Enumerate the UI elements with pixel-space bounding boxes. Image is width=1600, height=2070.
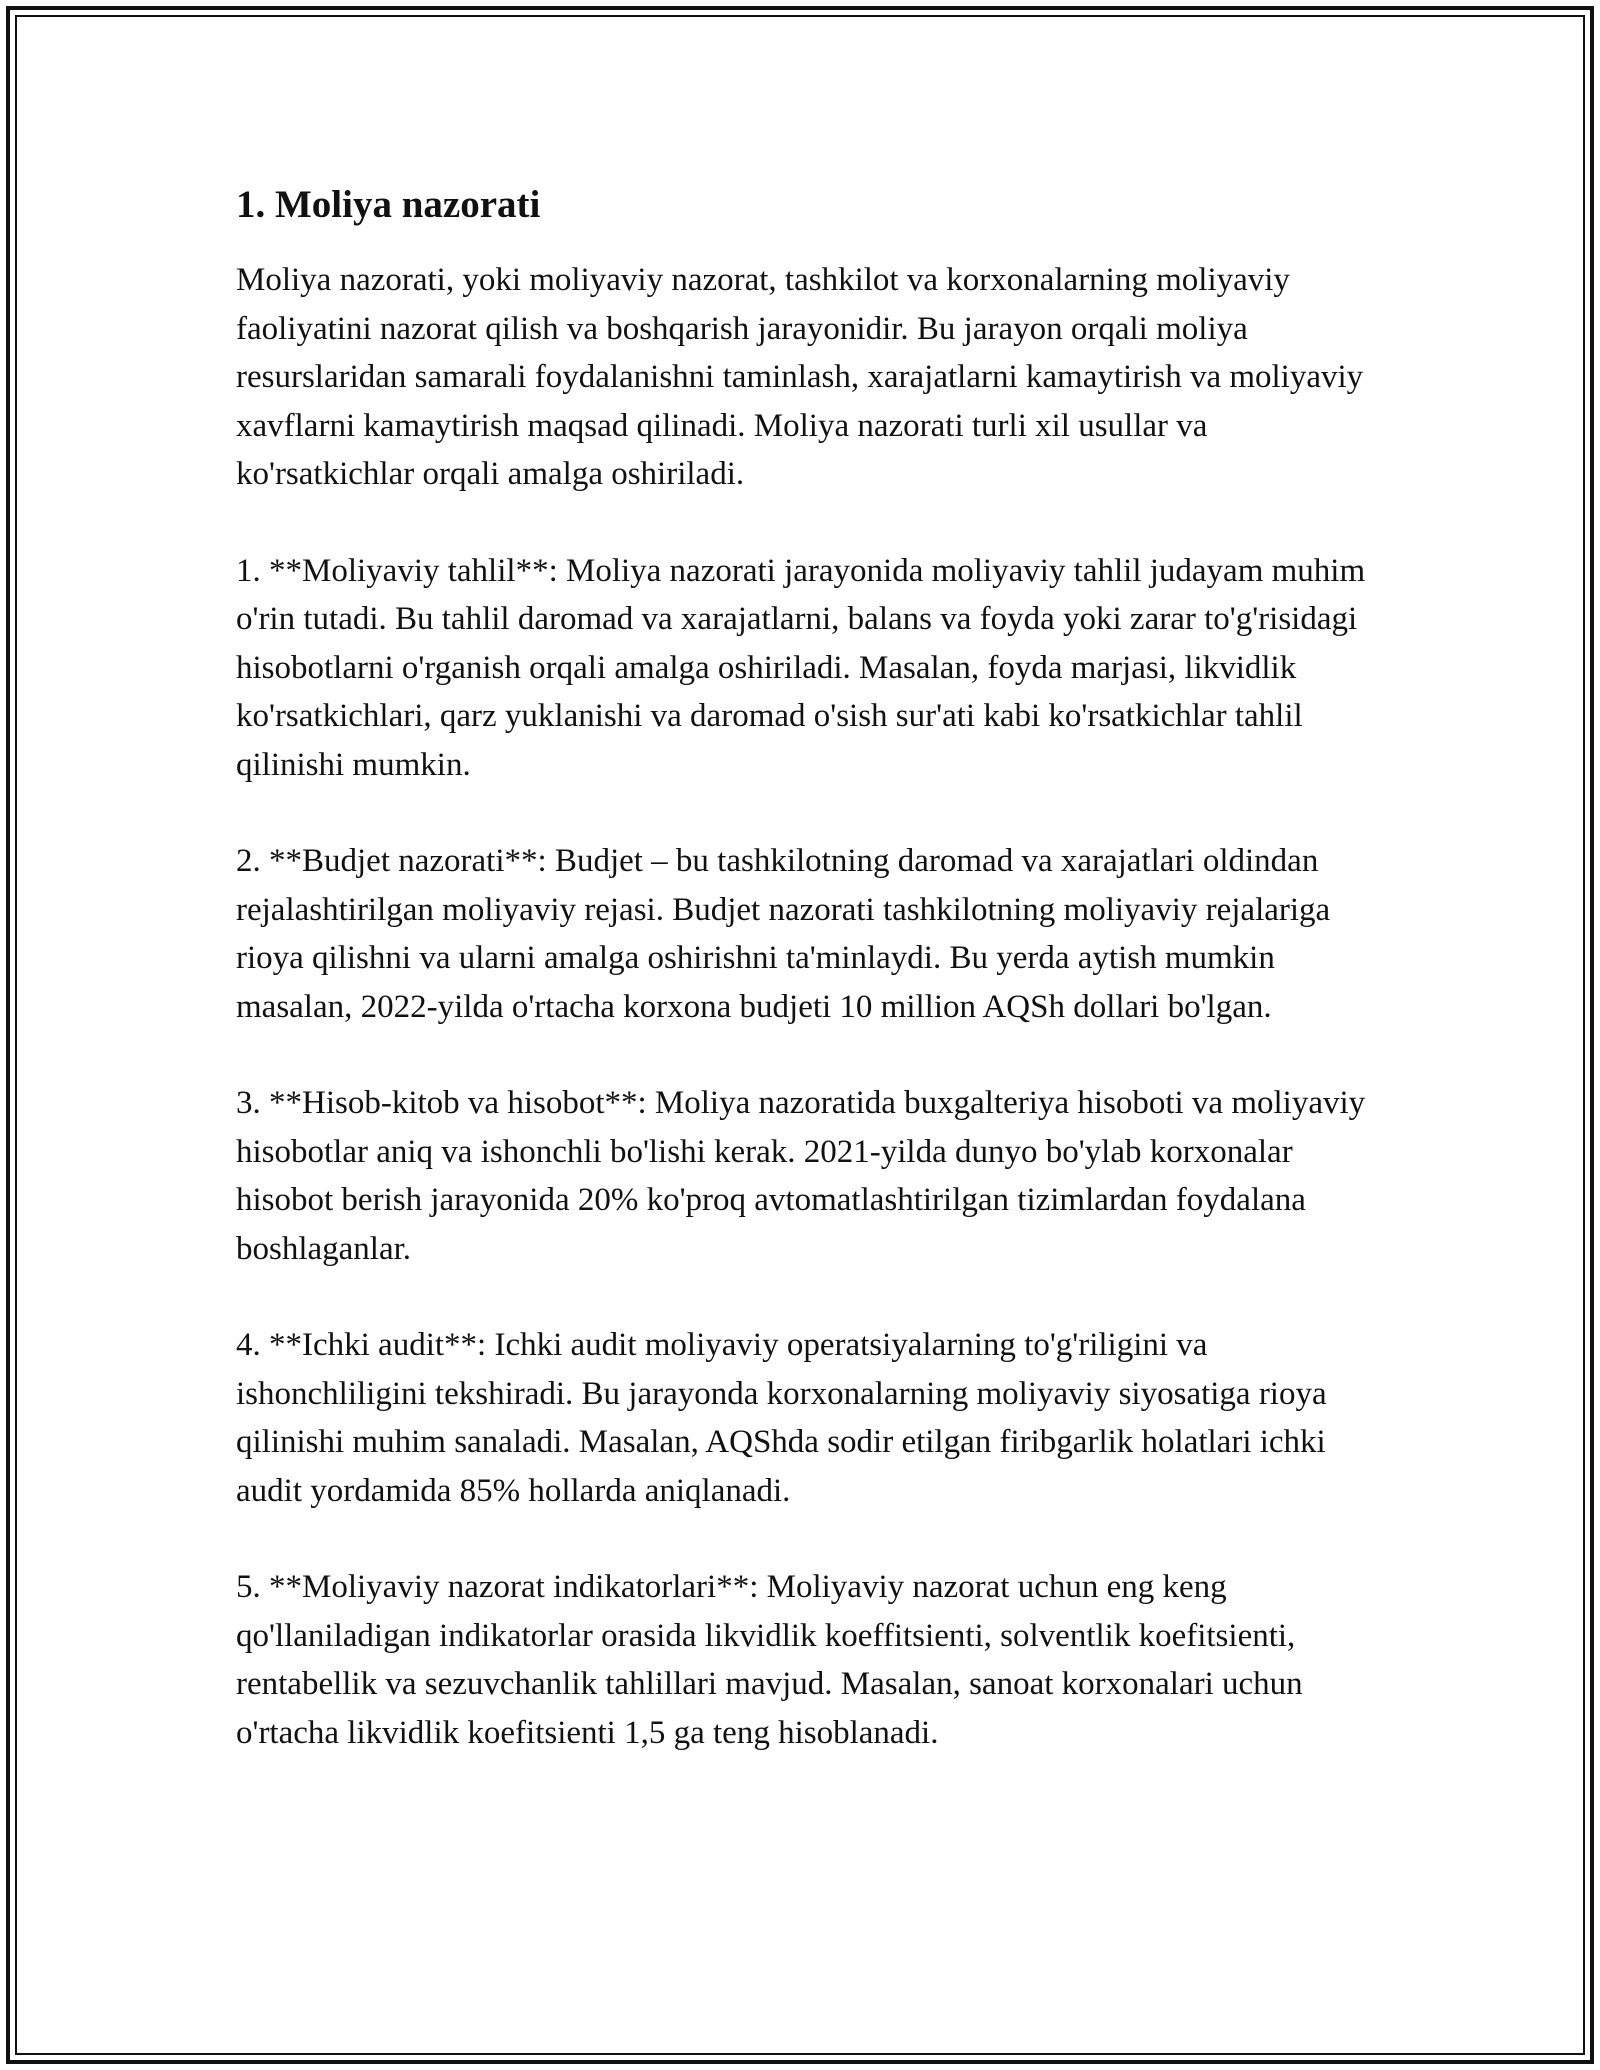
paragraph-budget-control: 2. **Budjet nazorati**: Budjet – bu tashkilotning daromad va xarajatlari oldindan rejalashtirilgan moliyaviy rejasi. Budjet nazorati tashkilotning moliyaviy rejalariga rioya qilishni va ularni amalga oshirishni ta'minlaydi. Bu yerda aytish mumkin masalan, 2022-yilda o'rtacha korxona budjeti 10 million AQSh dollari bo'lgan. (236, 843, 1331, 1025)
paragraph-internal-audit: 4. **Ichki audit**: Ichki audit moliyaviy operatsiyalarning to'g'riligini va ishonchliligini tekshiradi. Bu jarayonda korxonalarning moliyaviy siyosatiga rioya qilinishi muhim sanaladi. Masalan, AQShda sodir etilgan firibgarlik holatlari ichki audit yordamida 85% hollarda aniqlanadi. (236, 1327, 1327, 1509)
paragraph-financial-analysis: 1. **Moliyaviy tahlil**: Moliya nazorati jarayonida moliyaviy tahlil judayam muhim o'rin tutadi. Bu tahlil daromad va xarajatlarni, balans va foyda yoki zarar to'g'risidagi hisobotlarni o'rganish orqali amalga oshiriladi. Masalan, foyda marjasi, likvidlik ko'rsatkichlari, qarz yuklanishi va daromad o'sish sur'ati kabi ko'rsatkichlar tahlil qilinishi mumkin. (236, 552, 1366, 783)
intro-paragraph: Moliya nazorati, yoki moliyaviy nazorat, tashkilot va korxonalarning moliyaviy faoliyatini nazorat qilish va boshqarish jarayonidir. Bu jarayon orqali moliya resurslaridan samarali foydalanishni taminlash, xarajatlarni kamaytirish va moliyaviy xavflarni kamaytirish maqsad qilinadi. Moliya nazorati turli xil usullar va ko'rsatkichlar orqali amalga oshiriladi. (236, 262, 1364, 492)
paragraph-accounting-reporting: 3. **Hisob-kitob va hisobot**: Moliya nazoratida buxgalteriya hisoboti va moliyaviy hisobotlar aniq va ishonchli bo'lishi kerak. 2021-yilda dunyo bo'ylab korxonalar hisobot berish jarayonida 20% ko'proq avtomatlashtirilgan tizimlardan foydalana boshlaganlar. (236, 1085, 1366, 1267)
document-body (236, 180, 1386, 1805)
paragraph-control-indicators: 5. **Moliyaviy nazorat indikatorlari**: Moliyaviy nazorat uchun eng keng qo'llaniladigan indikatorlar orasida likvidlik koeffitsienti, solventlik koefitsienti, rentabellik va sezuvchanlik tahlillari mavjud. Masalan, sanoat korxonalari uchun o'rtacha likvidlik koefitsienti 1,5 ga teng hisoblanadi. (236, 1569, 1303, 1751)
document-title: 1. Moliya nazorati (236, 183, 541, 226)
